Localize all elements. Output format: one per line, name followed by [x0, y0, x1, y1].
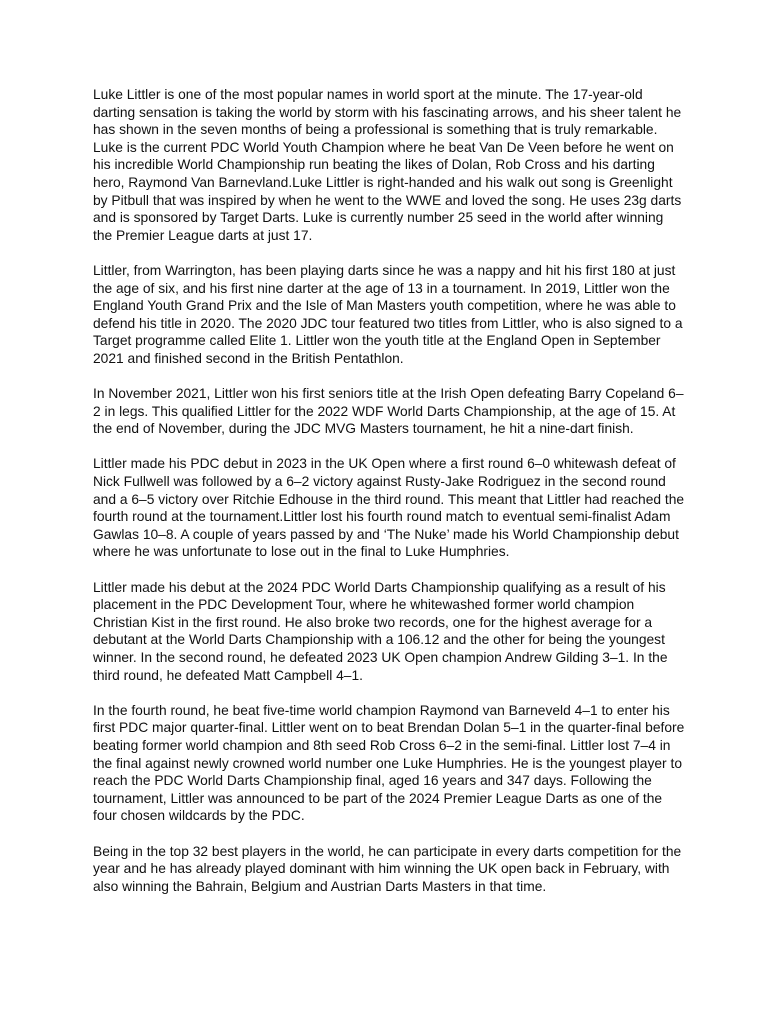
paragraph-4: Littler made his PDC debut in 2023 in the UK Open where a first round 6–0 whitewash defeat of Nick Fullwell was followed by a 6–2 victory against Rusty-Jake Rodriguez in the second round and a 6–5 victory over Ritchie Edhouse in the third round. This meant that Littler had reached the fourth round at the tournament.Littler lost his fourth round match to eventual semi-finalist Adam Gawlas 10–8. A couple of years passed by and ‘The Nuke’ made his World Championship debut where he was unfortunate to lose out in the final to Luke Humphries. — [93, 456, 685, 560]
paragraph-3: In November 2021, Littler won his first seniors title at the Irish Open defeating Barry Copeland 6–2 in legs. This qualified Littler for the 2022 WDF World Darts Championship, at the age of 15. At the end of November, during the JDC MVG Masters tournament, he hit a nine-dart finish. — [93, 386, 684, 437]
paragraph-2: Littler, from Warrington, has been playing darts since he was a nappy and hit his first 180 at just the age of six, and his first nine darter at the age of 13 in a tournament. In 2019, Littler won the England Youth Grand Prix and the Isle of Man Masters youth competition, where he was able to defend his title in 2020. The 2020 JDC tour featured two titles from Littler, who is also signed to a Target programme called Elite 1. Littler won the youth title at the England Open in September 2021 and finished second in the British Pentathlon. — [93, 262, 683, 366]
paragraph-7: Being in the top 32 best players in the world, he can participate in every darts competition for the year and he has already played dominant with him winning the UK open back in February, with also winning the Bahrain, Belgium and Austrian Darts Masters in that time. — [93, 843, 682, 894]
paragraph-1: Luke Littler is one of the most popular names in world sport at the minute. The 17-year-old darting sensation is taking the world by storm with his fascinating arrows, and his sheer talent he has shown in the seven months of being a professional is something that is truly remarkable. Luke is the current PDC World Youth Champion where he beat Van De Veen before he went on his incredible World Championship run beating the likes of Dolan, Rob Cross and his darting hero, Raymond Van Barnevland.Luke Littler is right-handed and his walk out song is Greenlight by Pitbull that was inspired by when he went to the WWE and loved the song. He uses 23g darts and is sponsored by Target Darts. Luke is currently number 25 seed in the world after winning the Premier League darts at just 17. — [93, 87, 682, 243]
paragraph-5: Littler made his debut at the 2024 PDC World Darts Championship qualifying as a result of his placement in the PDC Development Tour, where he whitewashed former world champion Christian Kist in the first round. He also broke two records, one for the highest average for a debutant at the World Darts Championship with a 106.12 and the other for being the youngest winner. In the second round, he defeated 2023 UK Open champion Andrew Gilding 3–1. In the third round, he defeated Matt Campbell 4–1. — [93, 579, 668, 683]
paragraph-6: In the fourth round, he beat five-time world champion Raymond van Barneveld 4–1 to enter his first PDC major quarter-final. Littler went on to beat Brendan Dolan 5–1 in the quarter-final before beating former world champion and 8th seed Rob Cross 6–2 in the semi-final. Littler lost 7–4 in the final against newly crowned world number one Luke Humphries. He is the youngest player to reach the PDC World Darts Championship final, aged 16 years and 347 days. Following the tournament, Littler was announced to be part of the 2024 Premier League Darts as one of the four chosen wildcards by the PDC. — [93, 702, 685, 824]
document-page — [93, 86, 685, 913]
